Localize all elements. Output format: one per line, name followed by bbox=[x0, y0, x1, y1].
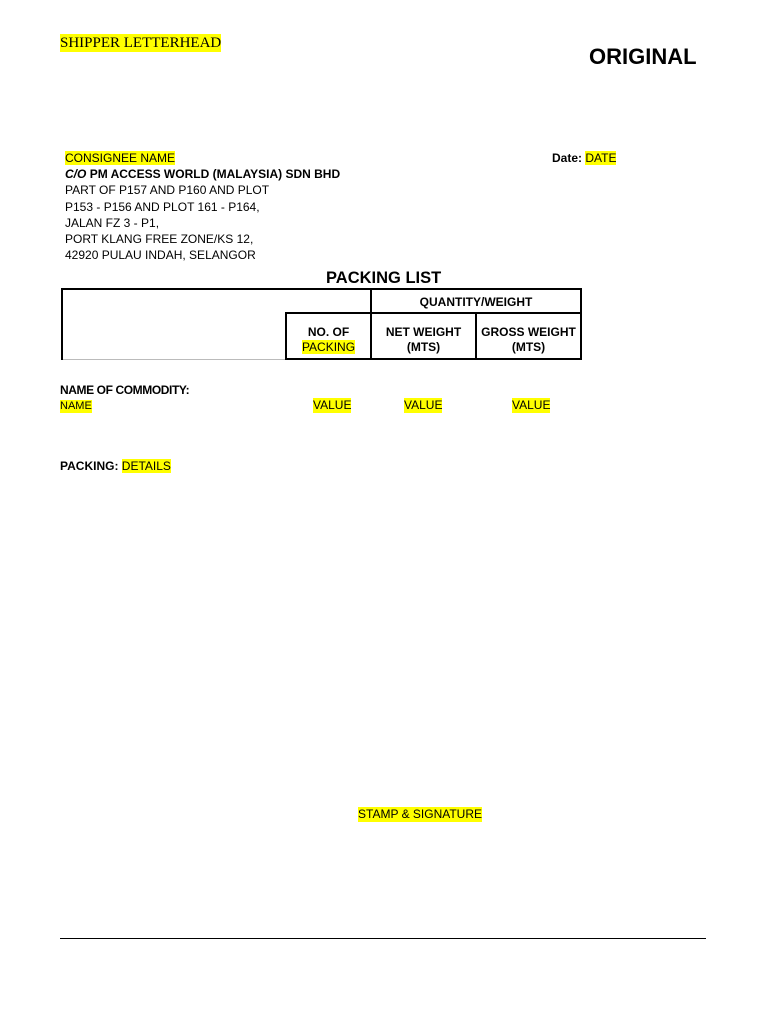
consignee-company: PM ACCESS WORLD (MALAYSIA) SDN BHD bbox=[89, 167, 341, 182]
consignee-block bbox=[65, 150, 340, 263]
packing-header-line: NO. OF bbox=[307, 325, 350, 339]
packing-label: PACKING: bbox=[60, 459, 119, 473]
address-line: PORT KLANG FREE ZONE/KS 12, bbox=[65, 232, 254, 247]
address-line: PART OF P157 AND P160 AND PLOT bbox=[65, 183, 270, 198]
table-bottom-faint bbox=[63, 359, 285, 360]
packing-details-row bbox=[60, 459, 171, 474]
shipper-letterhead: SHIPPER LETTERHEAD bbox=[60, 35, 222, 51]
net-weight-column-header bbox=[372, 325, 475, 355]
table-header-divider bbox=[285, 312, 582, 314]
document-title: PACKING LIST bbox=[326, 269, 442, 287]
consignee-name: CONSIGNEE NAME bbox=[65, 151, 176, 165]
gross-weight-header-line: GROSS WEIGHT bbox=[481, 325, 576, 339]
net-weight-header-line: (MTS) bbox=[406, 340, 441, 354]
net-weight-value: VALUE bbox=[404, 398, 443, 412]
date-row bbox=[552, 150, 616, 166]
gross-weight-header-line: (MTS) bbox=[511, 340, 546, 354]
date-label: Date: bbox=[552, 151, 583, 165]
care-of-prefix: C/O bbox=[65, 167, 87, 182]
footer-rule bbox=[60, 938, 706, 939]
commodity-label: NAME OF COMMODITY: bbox=[60, 383, 190, 397]
packing-value: VALUE bbox=[313, 398, 352, 412]
copy-type-label: ORIGINAL bbox=[589, 44, 697, 69]
address-line: P153 - P156 AND PLOT 161 - P164, bbox=[65, 199, 260, 214]
packing-header-highlight: PACKING bbox=[301, 340, 356, 354]
commodity-name: NAME bbox=[60, 400, 92, 412]
gross-weight-column-header bbox=[477, 325, 580, 355]
packing-details: DETAILS bbox=[121, 459, 171, 473]
packing-header-line bbox=[287, 340, 370, 355]
table-left-border bbox=[61, 288, 63, 360]
net-weight-header-line: NET WEIGHT bbox=[385, 325, 462, 339]
table-top-border bbox=[61, 288, 582, 290]
stamp-signature: STAMP & SIGNATURE bbox=[358, 807, 483, 821]
gross-weight-value: VALUE bbox=[512, 398, 551, 412]
address-line: JALAN FZ 3 - P1, bbox=[65, 215, 160, 230]
quantity-weight-header: QUANTITY/WEIGHT bbox=[419, 295, 533, 309]
packing-column-header bbox=[287, 325, 370, 355]
address-line: 42920 PULAU INDAH, SELANGOR bbox=[65, 248, 256, 263]
consignee-company-line bbox=[65, 166, 340, 182]
table-bottom-border bbox=[285, 358, 582, 360]
date-value: DATE bbox=[585, 151, 617, 165]
table-right-border bbox=[580, 288, 582, 360]
